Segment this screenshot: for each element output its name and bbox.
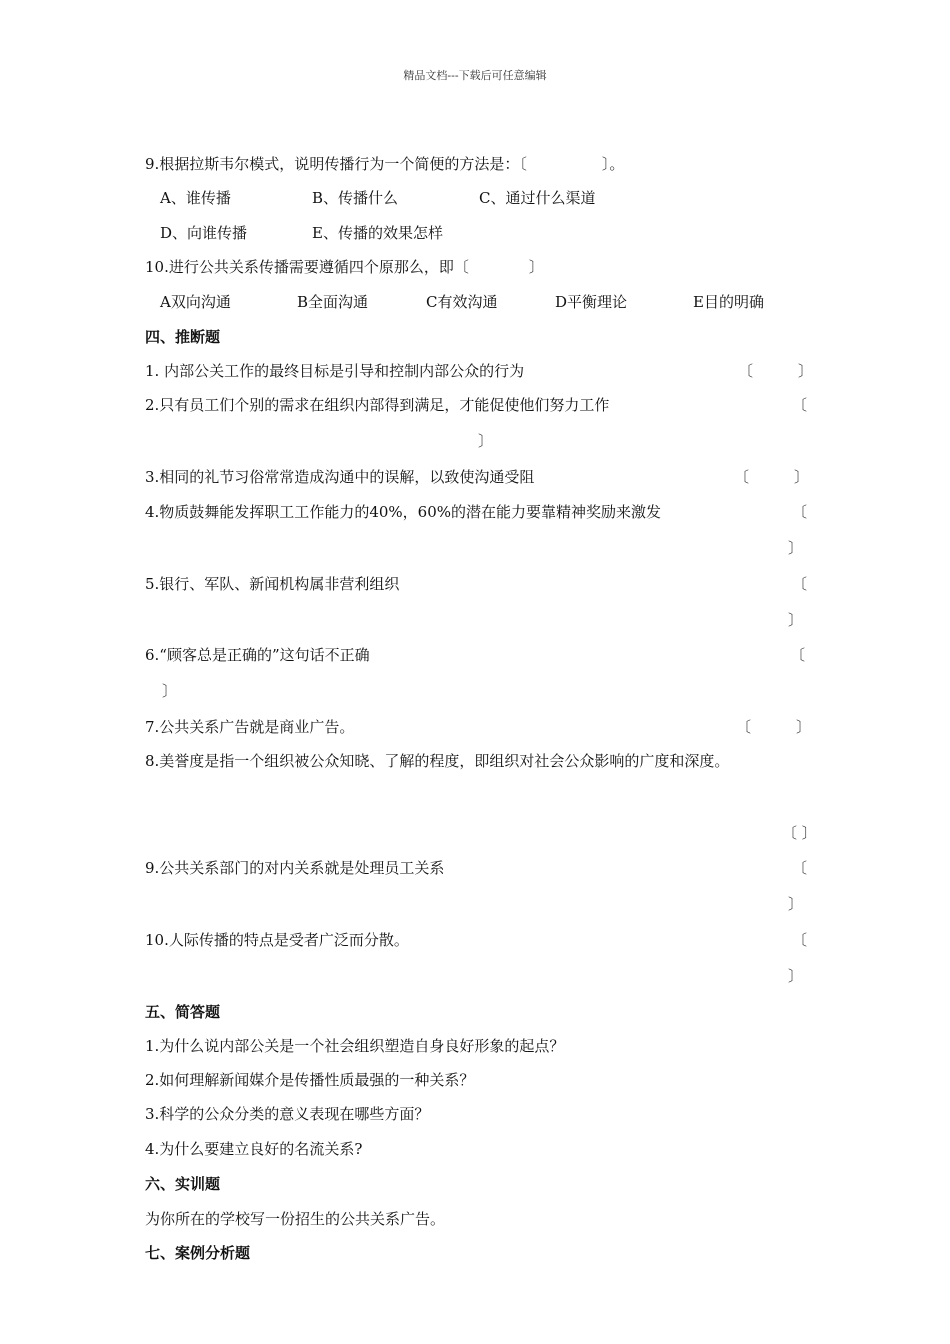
section-7-title: 七、案例分析题 xyxy=(145,1244,251,1262)
question-10-option-c: C有效沟通 xyxy=(426,293,498,311)
question-9-option-e: E、传播的效果怎样 xyxy=(312,224,443,242)
judgement-item-1: 1. 内部公关工作的最终目标是引导和控制内部公众的行为 xyxy=(145,362,525,380)
question-9-stem: 9.根据拉斯韦尔模式，说明传播行为一个简便的方法是：〔 〕。 xyxy=(145,155,625,173)
judgement-item-9-open: 〔 xyxy=(792,859,808,877)
judgement-item-4-close: 〕 xyxy=(788,539,804,557)
question-10-stem: 10.进行公共关系传播需要遵循四个原那么，即〔 〕 xyxy=(145,258,544,276)
short-answer-item-2: 2.如何理解新闻媒介是传播性质最强的一种关系？ xyxy=(145,1071,475,1089)
section-6-title: 六、实训题 xyxy=(145,1175,221,1193)
question-9-option-b: B、传播什么 xyxy=(312,189,399,207)
question-9-option-a: A、谁传播 xyxy=(160,189,231,207)
judgement-item-9-close: 〕 xyxy=(788,895,804,913)
judgement-item-10-open: 〔 xyxy=(792,931,808,949)
judgement-item-8-paren: 〔 〕 xyxy=(782,824,817,842)
judgement-item-8: 8.美誉度是指一个组织被公众知晓、了解的程度，即组织对社会公众影响的广度和深度。 xyxy=(145,752,730,770)
judgement-item-7-paren: 〔 〕 xyxy=(736,718,812,736)
short-answer-item-3: 3.科学的公众分类的意义表现在哪些方面？ xyxy=(145,1105,430,1123)
judgement-item-5: 5.银行、军队、新闻机构属非营利组织 xyxy=(145,575,400,593)
judgement-item-7: 7.公共关系广告就是商业广告。 xyxy=(145,718,355,736)
judgement-item-5-close: 〕 xyxy=(788,611,804,629)
judgement-item-4-open: 〔 xyxy=(792,503,808,521)
section-4-title: 四、推断题 xyxy=(145,328,221,346)
judgement-item-3-paren: 〔 〕 xyxy=(734,468,810,486)
page-header: 精品文档---下载后可任意编辑 xyxy=(403,69,547,82)
short-answer-item-4: 4.为什么要建立良好的名流关系? xyxy=(145,1140,363,1158)
judgement-item-1-paren: 〔 〕 xyxy=(738,362,814,380)
practical-item-1: 为你所在的学校写一份招生的公共关系广告。 xyxy=(145,1210,446,1228)
judgement-item-2: 2.只有员工们个别的需求在组织内部得到满足，才能促使他们努力工作 xyxy=(145,396,610,414)
judgement-item-6: 6.“顾客总是正确的”这句话不正确 xyxy=(145,646,370,664)
judgement-item-6-open: 〔 xyxy=(790,646,806,664)
question-9-option-c: C、通过什么渠道 xyxy=(479,189,596,207)
question-10-option-b: B全面沟通 xyxy=(297,293,369,311)
judgement-item-6-close: 〕 xyxy=(162,682,178,700)
judgement-item-10: 10.人际传播的特点是受者广泛而分散。 xyxy=(145,931,409,949)
judgement-item-3: 3.相同的礼节习俗常常造成沟通中的误解，以致使沟通受阻 xyxy=(145,468,535,486)
judgement-item-2-close: 〕 xyxy=(478,432,494,450)
question-10-option-e: E目的明确 xyxy=(693,293,764,311)
judgement-item-10-close: 〕 xyxy=(788,967,804,985)
short-answer-item-1: 1.为什么说内部公关是一个社会组织塑造自身良好形象的起点？ xyxy=(145,1037,565,1055)
judgement-item-4: 4.物质鼓舞能发挥职工工作能力的40%，60%的潜在能力要靠精神奖励来激发 xyxy=(145,503,661,521)
judgement-item-5-open: 〔 xyxy=(792,575,808,593)
judgement-item-9: 9.公共关系部门的对内关系就是处理员工关系 xyxy=(145,859,445,877)
judgement-item-2-open: 〔 xyxy=(792,396,808,414)
question-10-option-d: D平衡理论 xyxy=(555,293,628,311)
section-5-title: 五、简答题 xyxy=(145,1003,221,1021)
question-10-option-a: A双向沟通 xyxy=(160,293,231,311)
question-9-option-d: D、向谁传播 xyxy=(160,224,248,242)
